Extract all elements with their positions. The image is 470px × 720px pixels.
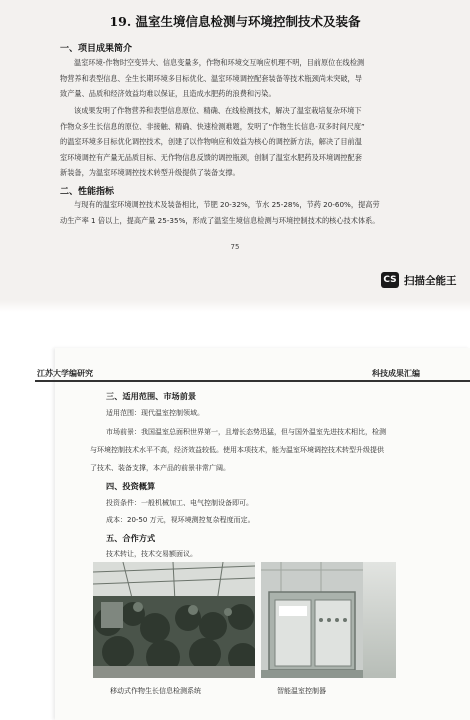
top-scanned-page xyxy=(0,0,470,300)
paragraph-3 xyxy=(60,197,415,228)
scanner-watermark xyxy=(381,272,457,288)
section-heading-4: 四、投资概算 xyxy=(106,481,156,491)
scanner-app-label: 扫描全能王 xyxy=(404,274,457,287)
header-rule xyxy=(35,380,470,382)
greenhouse-photo-graphic xyxy=(93,562,255,678)
text-line: 与现有的温室环境调控技术及装备相比，节肥 20-32%，节水 25-28%，节药 20-60%，提高劳 xyxy=(74,200,380,209)
running-header-left: 江苏大学编研究 xyxy=(37,368,93,378)
cost-text: 成本：20-50 万元，视环境测控复杂程度而定。 xyxy=(106,516,255,524)
text-line: 的温室环境多目标优化调控技术，创建了以作物响应和效益为核心的调控新方法，解决了目前温 xyxy=(60,137,362,146)
text-line: 动生产率 1 倍以上，提高产量 25-35%，形成了温室生境信息检测与环境控制技术的核心技术体系。 xyxy=(60,215,380,225)
running-header-right: 科技成果汇编 xyxy=(372,368,420,378)
text-line: 温室环境-作物时空变异大、信息变量多，作物和环境交互响应机理不明，目前原位在线检测 xyxy=(74,58,365,67)
section-heading-5: 五、合作方式 xyxy=(106,533,156,543)
photo-edge xyxy=(363,562,396,678)
page-title: 19. 温室生境信息检测与环境控制技术及装备 xyxy=(109,14,361,29)
photo-caption-right: 智能温室控制器 xyxy=(277,687,326,695)
scope-text: 适用范围：现代温室控制领域。 xyxy=(106,409,204,417)
controller-photo xyxy=(261,562,363,678)
text-line: 该成果发明了作物营养和表型信息原位、精确、在线检测技术，解决了温室栽培复杂环境下 xyxy=(74,106,362,115)
controller-photo-graphic xyxy=(261,562,363,678)
section-heading-1: 一、项目成果简介 xyxy=(60,44,133,54)
invest-conditions-text: 投资条件：一般机械加工、电气控制设备即可。 xyxy=(106,499,253,507)
photo-caption-left: 移动式作物生长信息检测系统 xyxy=(110,687,201,695)
text-line: 作物众多生长信息的原位、非接触、精确、快速检测难题，发明了“作物生长信息-双多时间尺度” xyxy=(60,121,365,131)
section-heading-3: 三、适用范围、市场前景 xyxy=(106,391,197,401)
page-number: 75 xyxy=(230,243,240,251)
text-line: 物营养和表型信息、全生长期环境多目标优化、温室环境调控配套装备等技术瓶颈尚未突破，导 xyxy=(60,73,362,83)
page-separator xyxy=(0,300,470,330)
section-heading-2: 二、性能指标 xyxy=(60,187,115,197)
greenhouse-photo xyxy=(93,562,255,678)
paragraph-1 xyxy=(60,55,415,102)
text-line: 室环境调控有产量无品质目标、无作物信息反馈的调控瓶颈，创制了温室水肥药及环境调控配套 xyxy=(60,152,362,162)
paragraph-2 xyxy=(60,103,415,181)
text-line: 致产量、品质和经济效益均难以保证，且造成水肥药的浪费和污染。 xyxy=(60,89,276,98)
text-line: 新装备，为温室环境调控技术转型升级提供了装备支撑。 xyxy=(60,168,240,177)
market-line: 了技术、装备支撑，本产品的前景非常广阔。 xyxy=(90,464,230,472)
market-line: 市场前景：我国温室总面积世界第一，且增长态势迅猛，但与国外温室先进技术相比，检测 xyxy=(106,428,386,436)
cooperation-text: 技术转让，技术交易额面议。 xyxy=(106,550,197,558)
camscanner-logo-icon: CS xyxy=(381,272,399,288)
market-line: 与环境控制技术水平不高，经济效益较低。使用本项技术，能为温室环境调控技术转型升级提供 xyxy=(90,446,384,454)
